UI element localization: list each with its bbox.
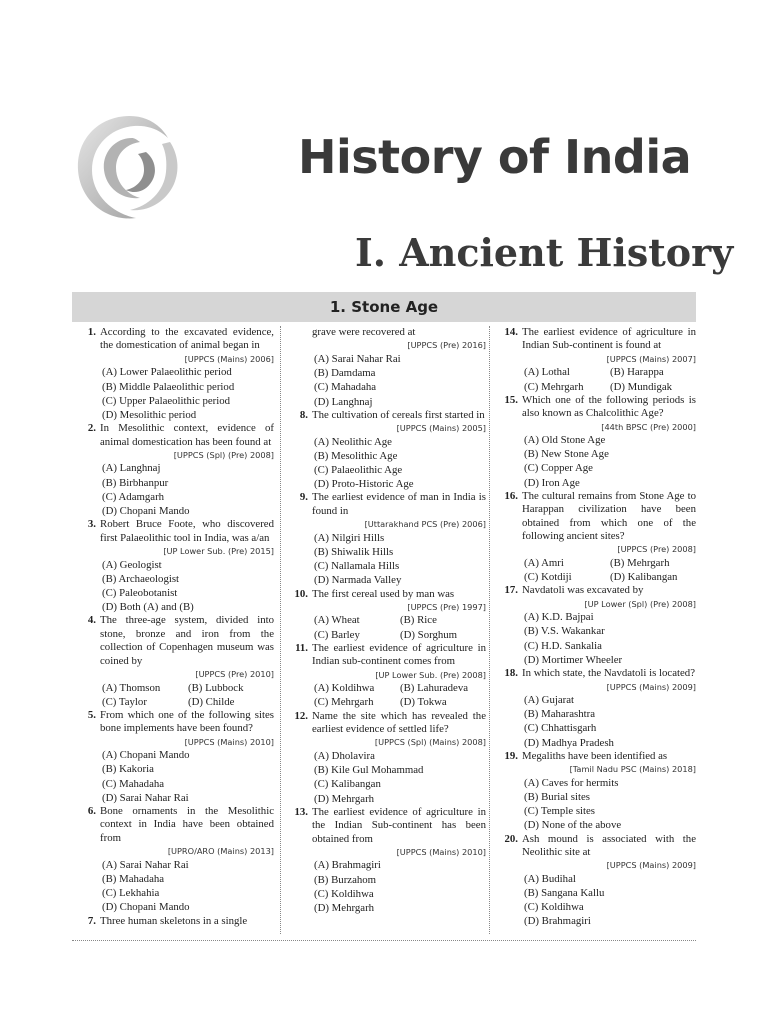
option: (A) Lothal: [524, 366, 570, 379]
question-text: Name the site which has revealed the earliest evidence of settled life?: [312, 709, 486, 735]
question-item: [284, 491, 486, 587]
option: (D) Mehrgarh: [314, 902, 375, 915]
question-text: In which state, the Navdatoli is located?: [522, 667, 695, 680]
question-stem: [494, 833, 696, 860]
swirl-logo-icon: [70, 108, 190, 228]
option: (B) Shiwalik Hills: [314, 545, 394, 558]
option-row: [494, 380, 696, 394]
question-stem: [72, 614, 274, 668]
question-stem: [72, 915, 274, 928]
question-text: The cultivation of cereals first started in: [312, 408, 485, 421]
question-item: [284, 588, 486, 642]
option: (A) Amri: [524, 556, 564, 569]
option: (C) Adamgarh: [102, 490, 165, 503]
question-item: [494, 584, 696, 667]
question-item: [494, 750, 696, 833]
question-number: 18.: [504, 667, 518, 680]
question-text: Which one of the following periods is also known as Chalcolithic Age?: [522, 393, 696, 420]
option: (D) Mesolithic period: [102, 408, 197, 421]
question-text: According to the excavated evidence, the domestication of animal began in: [100, 326, 274, 352]
option: (C) Barley: [314, 628, 360, 641]
option: (B) New Stone Age: [524, 448, 609, 461]
question-item: [72, 709, 274, 805]
option: (B) Kile Gul Mohammad: [314, 764, 424, 777]
question-text: Robert Bruce Foote, who discovered first Palaeolithic tool in India, was a/an: [100, 518, 274, 544]
question-stem: [494, 326, 696, 353]
question-text: From which one of the following sites bone implements have been found?: [100, 708, 274, 735]
option: (A) Thomson: [102, 681, 161, 694]
question-stem: [72, 422, 274, 449]
exam-reference: [UPPCS (Pre) 2008]: [617, 544, 696, 555]
exam-reference: [UPPCS (Mains) 2005]: [396, 423, 486, 434]
exam-reference: [44th BPSC (Pre) 2000]: [601, 421, 696, 432]
question-item: [72, 326, 274, 422]
option: (B) Damdama: [314, 367, 376, 380]
option: (D) Chopani Mando: [102, 505, 190, 518]
question-number: 20.: [504, 832, 518, 845]
option: (D) Proto-Historic Age: [314, 478, 414, 491]
option: (B) Sangana Kallu: [524, 887, 605, 900]
question-number: 13.: [294, 805, 308, 818]
exam-reference: [UPPCS (Pre) 2016]: [407, 340, 486, 351]
question-item: [72, 915, 274, 928]
option: (C) Koldihwa: [314, 887, 374, 900]
exam-reference: [UPRO/ARO (Mains) 2013]: [167, 846, 274, 857]
option: (C) Copper Age: [524, 462, 593, 475]
question-number: 3.: [87, 518, 96, 531]
question-stem: [284, 642, 486, 669]
question-number: 16.: [504, 489, 518, 502]
question-number: 7.: [87, 914, 96, 927]
option: (C) Kalibangan: [314, 778, 381, 791]
question-item: [284, 710, 486, 806]
option-row: [72, 681, 274, 695]
question-text: The three-age system, divided into stone, bronze and iron from the collection of Copenhagen museum was coined by: [100, 614, 274, 667]
question-number: 9.: [299, 491, 308, 504]
exam-reference: [UPPCS (Mains) 2010]: [184, 736, 274, 747]
option-row: [284, 613, 486, 627]
option: (C) H.D. Sankalia: [524, 639, 602, 652]
option: (A) Chopani Mando: [102, 749, 190, 762]
question-item: [494, 490, 696, 585]
question-stem: [494, 394, 696, 421]
option: (D) Tokwa: [400, 696, 447, 709]
option: (D) Narmada Valley: [314, 574, 402, 587]
option-row: [284, 695, 486, 709]
option: (A) Koldihwa: [314, 682, 375, 695]
question-item: [494, 667, 696, 750]
option: (C) Lekhahia: [102, 887, 160, 900]
option: (B) Middle Palaeolithic period: [102, 380, 235, 393]
option: (D) Both (A) and (B): [102, 601, 194, 614]
question-columns: [72, 326, 696, 934]
question-text: Ash mound is associated with the Neolithic site at: [522, 832, 696, 858]
question-stem: [72, 326, 274, 353]
question-text: The cultural remains from Stone Age to Harappan civilization have been obtained from which one of the following ancient sites?: [522, 489, 696, 543]
question-text: The earliest evidence of agriculture in Indian sub-continent comes from: [312, 641, 486, 668]
option: (D) Iron Age: [524, 476, 580, 489]
option: (C) Mahadaha: [102, 777, 165, 790]
option: (A) Neolithic Age: [314, 435, 392, 448]
option: (B) Mahadaha: [102, 872, 165, 885]
exam-reference: [UP Lower Sub. (Pre) 2008]: [375, 669, 486, 680]
question-text: The earliest evidence of agriculture in the Indian Sub-continent has been obtained from: [312, 805, 486, 845]
option: (B) V.S. Wakankar: [524, 625, 605, 638]
question-number: 5.: [87, 708, 96, 721]
question-number: 6.: [87, 805, 96, 818]
option: (A) Lower Palaeolithic period: [102, 366, 232, 379]
question-item: [284, 642, 486, 710]
question-item: [72, 518, 274, 614]
option: (B) Birbhanpur: [102, 476, 169, 489]
option-row: [284, 628, 486, 642]
bottom-rule: [72, 940, 696, 941]
option: (B) Lubbock: [188, 681, 244, 694]
exam-reference: [UPPCS (Mains) 2010]: [396, 846, 486, 857]
question-item: [284, 409, 486, 492]
exam-reference: [Uttarakhand PCS (Pre) 2006]: [364, 519, 486, 530]
option: (A) Sarai Nahar Rai: [102, 858, 189, 871]
option-row: [494, 570, 696, 584]
option: (B) Mesolithic Age: [314, 449, 398, 462]
option: (A) K.D. Bajpai: [524, 611, 594, 624]
option: (A) Langhnaj: [102, 462, 161, 475]
question-stem: [284, 806, 486, 846]
question-number: 10.: [294, 587, 308, 600]
exam-reference: [UP Lower (Spl) (Pre) 2008]: [584, 598, 696, 609]
question-item: [494, 394, 696, 490]
question-number: 4.: [87, 614, 96, 627]
option: (D) Mortimer Wheeler: [524, 653, 623, 666]
exam-reference: [UPPCS (Mains) 2007]: [606, 353, 696, 364]
question-item: [284, 326, 486, 409]
option: (D) Madhya Pradesh: [524, 736, 614, 749]
question-stem: [72, 805, 274, 845]
option: (B) Burzahom: [314, 873, 377, 886]
option: (B) Rice: [400, 614, 437, 627]
exam-reference: [UPPCS (Mains) 2009]: [606, 860, 696, 871]
option: (D) None of the above: [524, 819, 622, 832]
exam-reference: [UPPCS (Mains) 2009]: [606, 681, 696, 692]
question-stem: [72, 709, 274, 736]
question-item: [72, 805, 274, 915]
question-text: The earliest evidence of man in India is found in: [312, 491, 486, 517]
question-text: The first cereal used by man was: [312, 587, 455, 600]
question-number: 8.: [299, 408, 308, 421]
option-row: [494, 365, 696, 379]
question-stem: [284, 326, 486, 339]
book-title: History of India: [298, 130, 692, 184]
exam-reference: [UPPCS (Pre) 1997]: [407, 601, 486, 612]
question-stem: [494, 490, 696, 544]
question-number: 2.: [87, 422, 96, 435]
option: (D) Sarai Nahar Rai: [102, 791, 189, 804]
question-item: [72, 614, 274, 709]
question-item: [494, 326, 696, 394]
option: (B) Archaeologist: [102, 572, 180, 585]
option-row: [284, 681, 486, 695]
question-stem: [284, 710, 486, 737]
option: (B) Kakoria: [102, 763, 154, 776]
option: (A) Budihal: [524, 872, 576, 885]
option: (C) Mehrgarh: [314, 696, 374, 709]
option: (C) Taylor: [102, 695, 147, 708]
option-row: [72, 695, 274, 709]
option: (A) Caves for hermits: [524, 776, 619, 789]
question-item: [494, 833, 696, 929]
option: (B) Burial sites: [524, 790, 590, 803]
option: (D) Mundigak: [610, 380, 673, 393]
option: (D) Langhnaj: [314, 395, 373, 408]
option: (C) Nallamala Hills: [314, 560, 400, 573]
option: (A) Dholavira: [314, 749, 375, 762]
question-item: [72, 422, 274, 518]
option: (A) Old Stone Age: [524, 434, 606, 447]
question-text: Navdatoli was excavated by: [522, 584, 644, 597]
question-number: 11.: [295, 641, 308, 654]
question-text: The earliest evidence of agriculture in Indian Sub-continent is found at: [522, 326, 696, 352]
option: (B) Mehrgarh: [610, 556, 670, 569]
option: (C) Palaeolithic Age: [314, 464, 403, 477]
question-text: grave were recovered at: [312, 326, 416, 338]
question-stem: [72, 518, 274, 545]
option: (C) Mahadaha: [314, 381, 377, 394]
option-row: [494, 556, 696, 570]
option: (A) Sarai Nahar Rai: [314, 352, 401, 365]
question-item: [284, 806, 486, 916]
question-text: Bone ornaments in the Mesolithic context in India have been obtained from: [100, 805, 274, 844]
option: (C) Paleobotanist: [102, 586, 178, 599]
option: (C) Upper Palaeolithic period: [102, 394, 231, 407]
question-number: 17.: [504, 584, 518, 597]
option: (A) Wheat: [314, 614, 360, 627]
question-number: 12.: [294, 709, 308, 722]
option: (C) Temple sites: [524, 805, 596, 818]
section-heading: 1. Stone Age: [72, 292, 696, 322]
part-title: I. Ancient History: [355, 230, 734, 275]
question-stem: [494, 667, 696, 680]
option: (D) Kalibangan: [610, 571, 678, 584]
option: (A) Gujarat: [524, 694, 575, 706]
column-3: [494, 326, 696, 934]
option: (D) Chopani Mando: [102, 901, 190, 914]
exam-reference: [Tamil Nadu PSC (Mains) 2018]: [569, 764, 696, 775]
exam-reference: [UP Lower Sub. (Pre) 2015]: [163, 546, 274, 557]
option: (D) Sorghum: [400, 628, 458, 641]
exam-reference: [UPPCS (Mains) 2006]: [184, 353, 274, 364]
option: (D) Childe: [188, 695, 235, 708]
option: (C) Chhattisgarh: [524, 722, 597, 735]
option: (B) Harappa: [610, 366, 664, 379]
option: (A) Nilgiri Hills: [314, 531, 385, 544]
question-stem: [494, 750, 696, 763]
column-1: [72, 326, 274, 934]
question-text: Megaliths have been identified as: [522, 749, 668, 762]
exam-reference: [UPPCS (Spl) (Pre) 2008]: [173, 449, 274, 460]
question-stem: [494, 584, 696, 597]
question-number: 19.: [504, 749, 518, 762]
question-text: Three human skeletons in a single: [100, 914, 248, 927]
option: (C) Koldihwa: [524, 901, 584, 914]
option: (C) Mehrgarh: [524, 380, 584, 393]
option: (B) Maharashtra: [524, 708, 596, 721]
exam-reference: [UPPCS (Pre) 2010]: [195, 669, 274, 679]
question-stem: [284, 491, 486, 518]
question-number: 1.: [87, 326, 96, 338]
option: (C) Kotdiji: [524, 571, 572, 584]
option: (A) Geologist: [102, 558, 162, 571]
option: (D) Brahmagiri: [524, 915, 591, 928]
column-2: [284, 326, 486, 934]
question-text: In Mesolithic context, evidence of animal domestication has been found at: [100, 422, 274, 448]
question-stem: [284, 409, 486, 422]
question-number: 14.: [504, 326, 518, 338]
option: (B) Lahuradeva: [400, 682, 469, 695]
option: (D) Mehrgarh: [314, 792, 375, 805]
option: (A) Brahmagiri: [314, 859, 381, 872]
question-stem: [284, 588, 486, 601]
exam-reference: [UPPCS (Spl) (Mains) 2008]: [374, 737, 486, 748]
question-number: 15.: [504, 393, 518, 406]
